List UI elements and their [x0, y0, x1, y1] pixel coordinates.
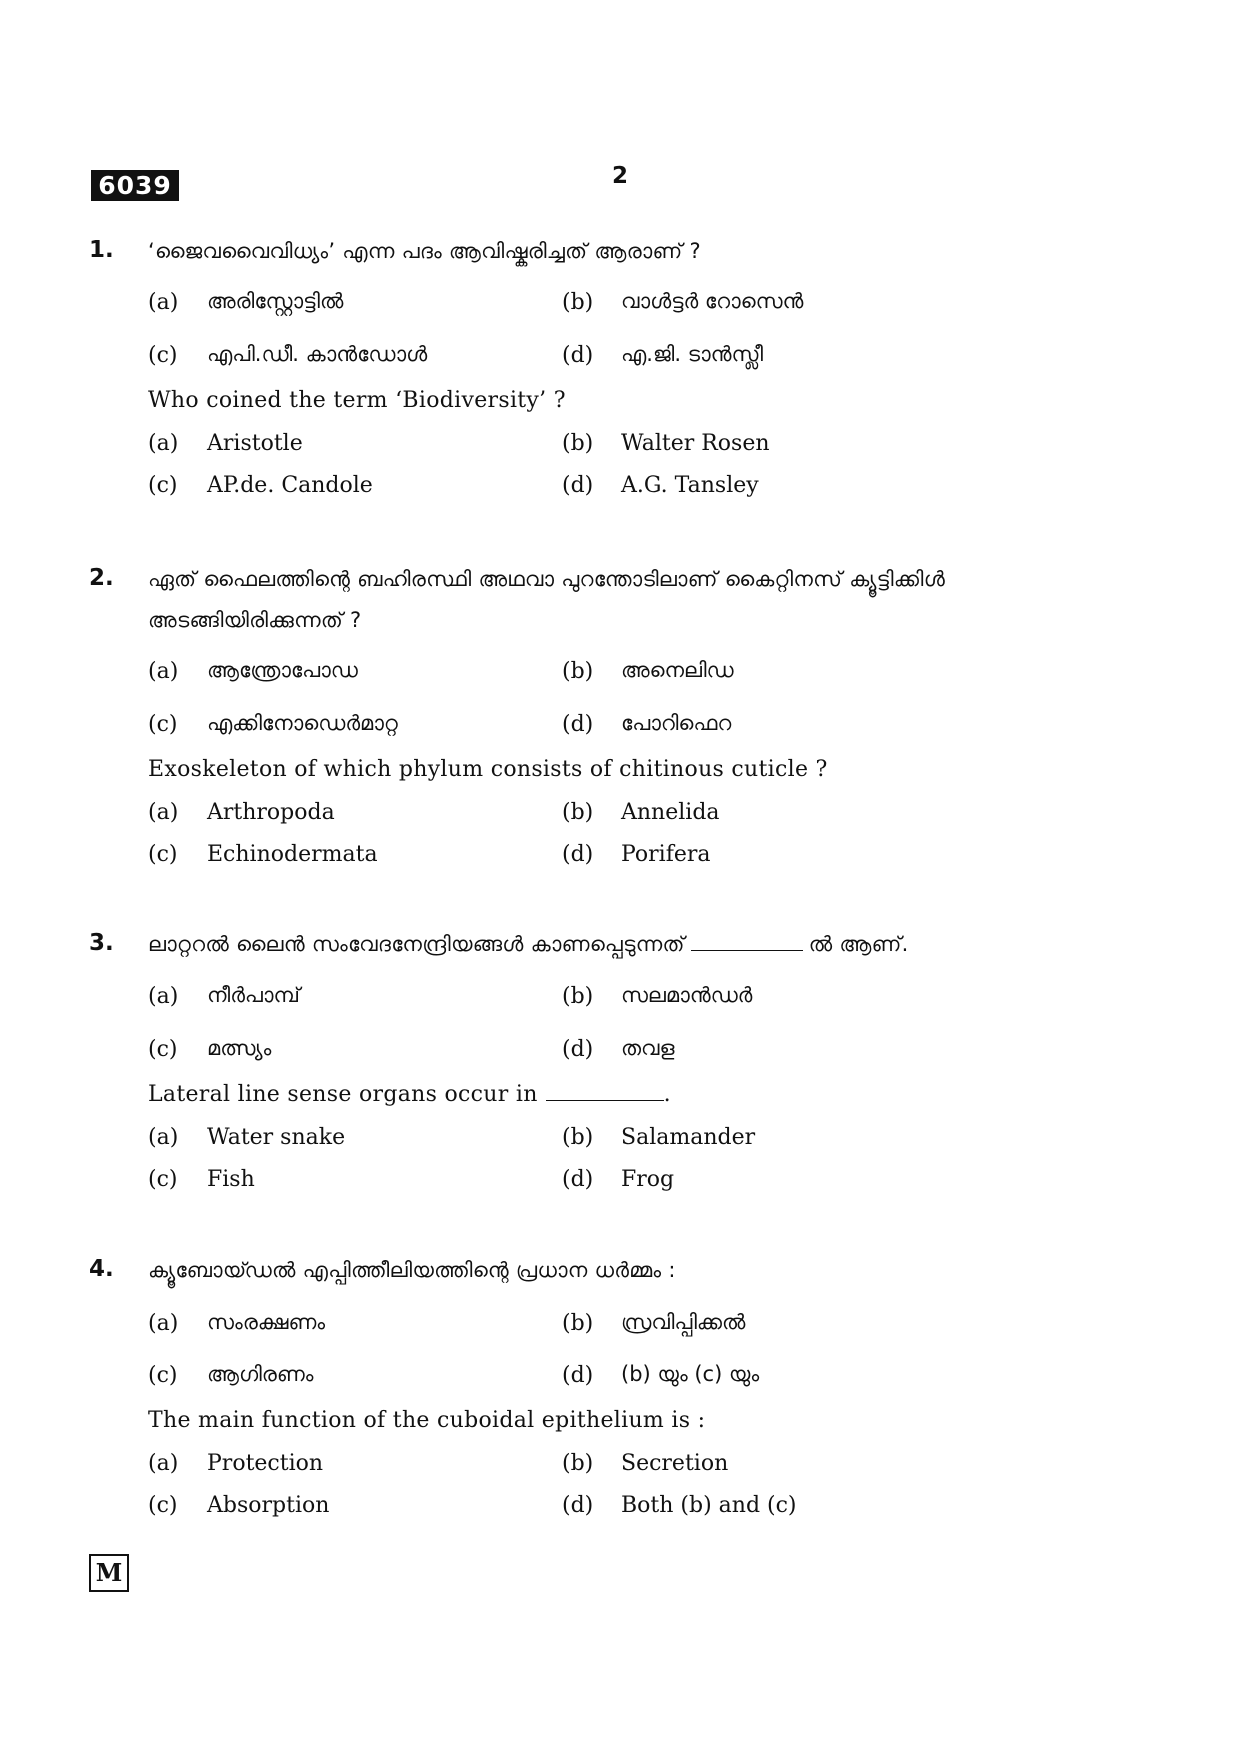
question-3-ml-stem — [148, 924, 909, 964]
q2-ml-label-d: (d) — [562, 712, 594, 737]
q4-ml-option-d: (b) യും (c) യും — [621, 1362, 760, 1386]
q2-ml-option-b: അനെലിഡ — [621, 658, 734, 682]
q4-ml-label-c: (c) — [148, 1363, 178, 1388]
q4-en-option-d: Both (b) and (c) — [621, 1493, 797, 1518]
q4-en-option-a: Protection — [207, 1451, 324, 1476]
question-1-en-stem: Who coined the term ‘Biodiversity’ ? — [148, 388, 566, 413]
q4-en-label-a: (a) — [148, 1451, 179, 1476]
q2-ml-option-d: പോറിഫെറ — [621, 711, 732, 735]
q2-en-label-d: (d) — [562, 842, 594, 867]
q4-ml-label-a: (a) — [148, 1311, 179, 1336]
q3-ml-label-a: (a) — [148, 984, 179, 1009]
q4-ml-label-b: (b) — [562, 1311, 594, 1336]
q3-ml-option-d: തവള — [621, 1036, 675, 1060]
q3-ml-option-b: സലമാൻഡർ — [621, 983, 753, 1007]
q1-en-label-d: (d) — [562, 473, 594, 498]
question-2-number: 2. — [89, 565, 114, 591]
q4-ml-option-b: സ്രവിപ്പിക്കൽ — [621, 1310, 746, 1334]
question-2-ml-stem-line2: അടങ്ങിയിരിക്കുന്നത് ? — [148, 608, 362, 632]
question-3-ml-stem-before: ലാറ്ററൽ ലൈൻ സംവേദനേന്ദ്രിയങ്ങൾ കാണപ്പെടുന്നത് — [148, 932, 685, 956]
question-4-en-stem: The main function of the cuboidal epithelium is : — [148, 1408, 706, 1433]
q2-en-label-b: (b) — [562, 800, 594, 825]
q1-en-label-b: (b) — [562, 431, 594, 456]
q3-en-option-c: Fish — [207, 1167, 255, 1192]
q4-en-label-d: (d) — [562, 1493, 594, 1518]
q4-en-label-c: (c) — [148, 1493, 178, 1518]
question-3-number: 3. — [89, 930, 114, 956]
q1-ml-option-a: അരിസ്റ്റോട്ടിൽ — [207, 289, 344, 313]
q4-ml-option-a: സംരക്ഷണം — [207, 1310, 326, 1334]
q4-en-option-b: Secretion — [621, 1451, 729, 1476]
q1-ml-option-d: എ.ജി. ടാൻസ്ലീ — [621, 342, 764, 366]
question-1-number: 1. — [89, 237, 114, 263]
question-1-ml-stem: ‘ജൈവവൈവിധ്യം’ എന്ന പദം ആവിഷ്കരിച്ചത് ആരാണ് ? — [148, 239, 701, 263]
question-4-number: 4. — [89, 1256, 114, 1282]
q2-en-option-d: Porifera — [621, 842, 711, 867]
q2-ml-label-c: (c) — [148, 712, 178, 737]
q1-en-option-d: A.G. Tansley — [621, 473, 759, 498]
q2-ml-option-a: ആന്ത്രോപോഡ — [207, 658, 358, 682]
q1-ml-label-b: (b) — [562, 290, 594, 315]
page-number: 2 — [611, 163, 628, 189]
q3-en-label-a: (a) — [148, 1125, 179, 1150]
q3-en-label-d: (d) — [562, 1167, 594, 1192]
q3-en-option-a: Water snake — [207, 1125, 346, 1150]
question-4-ml-stem: ക്യൂബോയ്ഡൽ എപ്പിത്തീലിയത്തിന്റെ പ്രധാന ധർമ്മം : — [148, 1258, 676, 1282]
paper-code: 6039 — [91, 170, 179, 201]
q3-ml-label-c: (c) — [148, 1037, 178, 1062]
q3-ml-label-d: (d) — [562, 1037, 594, 1062]
q2-en-label-a: (a) — [148, 800, 179, 825]
q3-en-label-c: (c) — [148, 1167, 178, 1192]
q1-ml-option-c: എപി.ഡീ. കാൻഡോൾ — [207, 342, 428, 366]
q3-ml-label-b: (b) — [562, 984, 594, 1009]
q1-en-label-c: (c) — [148, 473, 178, 498]
question-3-ml-stem-after: ൽ ആണ്. — [808, 932, 909, 956]
fill-in-blank — [691, 932, 803, 951]
q3-ml-option-a: നീർപാമ്പ് — [207, 983, 300, 1007]
question-2-ml-stem-line1: ഏത് ഫൈലത്തിന്റെ ബഹിരസ്ഥി അഥവാ പുറന്തോടിലാണ് കൈറ്റിനസ് ക്യൂട്ടിക്കിൾ — [148, 567, 946, 591]
q1-ml-option-b: വാൾട്ടർ റോസെൻ — [621, 289, 804, 313]
q2-en-option-a: Arthropoda — [207, 800, 335, 825]
q1-ml-label-c: (c) — [148, 343, 178, 368]
medium-mark: M — [89, 1554, 129, 1592]
fill-in-blank — [546, 1082, 664, 1101]
question-2-en-stem: Exoskeleton of which phylum consists of chitinous cuticle ? — [148, 757, 828, 782]
q2-ml-option-c: എക്കിനോഡെർമാറ്റ — [207, 711, 398, 735]
q3-en-option-b: Salamander — [621, 1125, 756, 1150]
q1-en-option-b: Walter Rosen — [621, 431, 770, 456]
q2-en-option-b: Annelida — [621, 800, 720, 825]
q4-ml-option-c: ആഗിരണം — [207, 1362, 314, 1386]
q1-en-option-a: Aristotle — [207, 431, 303, 456]
q1-ml-label-d: (d) — [562, 343, 594, 368]
q2-ml-label-b: (b) — [562, 659, 594, 684]
q1-ml-label-a: (a) — [148, 290, 179, 315]
q4-ml-label-d: (d) — [562, 1363, 594, 1388]
question-3-en-stem-text: Lateral line sense organs occur in — [148, 1082, 538, 1107]
q2-ml-label-a: (a) — [148, 659, 179, 684]
q4-en-label-b: (b) — [562, 1451, 594, 1476]
q2-en-option-c: Echinodermata — [207, 842, 378, 867]
q3-en-label-b: (b) — [562, 1125, 594, 1150]
question-3-en-stem-end: . — [663, 1082, 671, 1107]
q1-en-option-c: AP.de. Candole — [207, 473, 373, 498]
q2-en-label-c: (c) — [148, 842, 178, 867]
q3-ml-option-c: മത്സ്യം — [207, 1036, 272, 1060]
q4-en-option-c: Absorption — [207, 1493, 330, 1518]
question-3-en-stem — [148, 1082, 671, 1107]
q3-en-option-d: Frog — [621, 1167, 675, 1192]
q1-en-label-a: (a) — [148, 431, 179, 456]
